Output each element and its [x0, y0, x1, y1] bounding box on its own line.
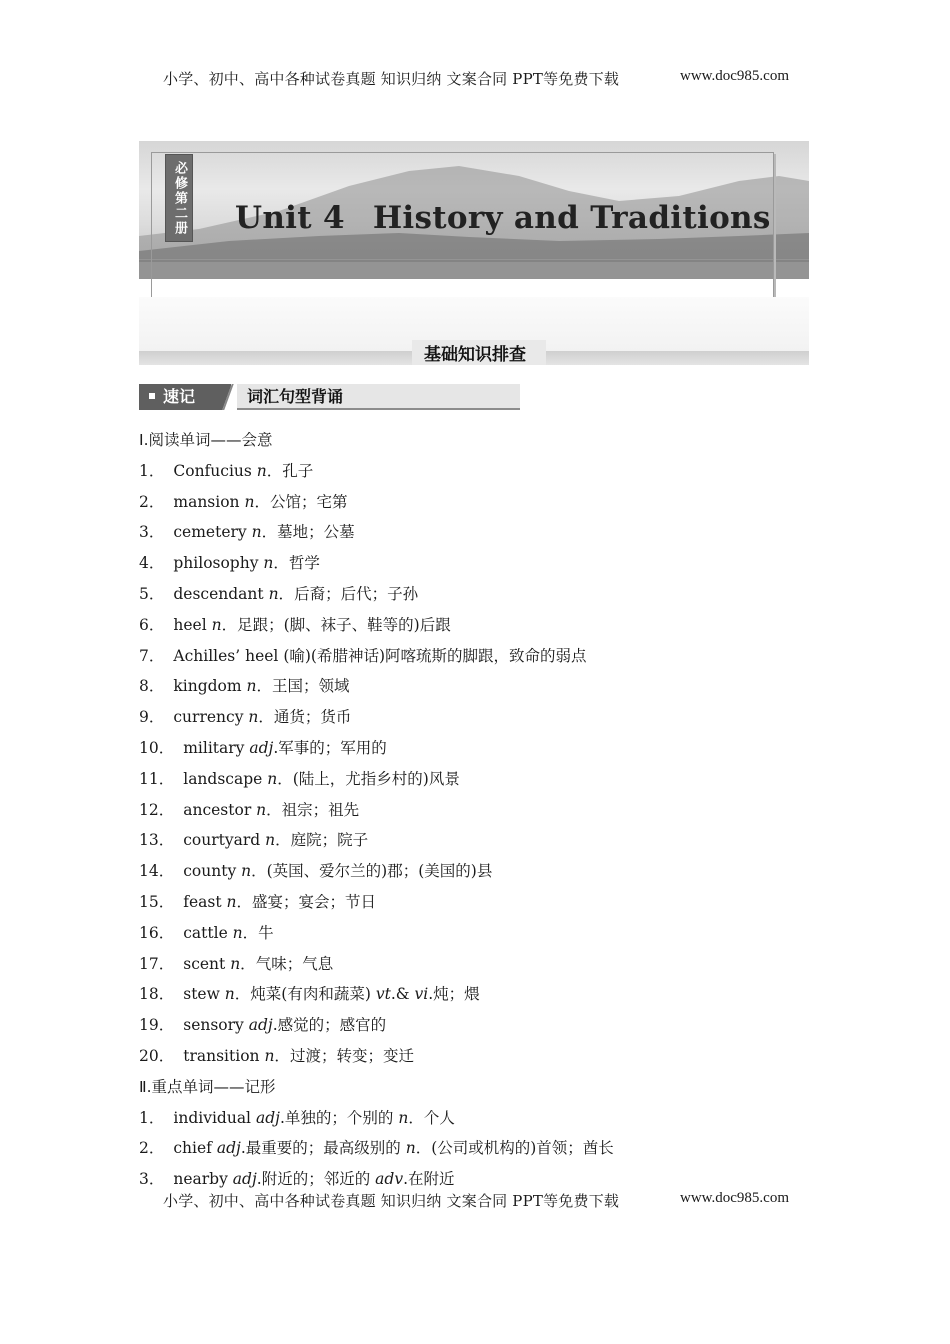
item-number: 18． [139, 985, 175, 1004]
item-number: 2． [139, 492, 165, 511]
item-extra-mid: .& [390, 985, 415, 1004]
item-number: 3． [139, 1170, 165, 1189]
item-meaning: 炖菜(有肉和蔬菜) [250, 985, 371, 1004]
item-pos: adj [216, 1139, 241, 1158]
item-sep: ． [266, 461, 283, 480]
item-word: Confucius [173, 461, 257, 480]
section-2-heading: Ⅱ.重点单词——记形 [139, 1077, 276, 1096]
item-word: scent [183, 954, 231, 973]
vocab-item [139, 579, 819, 610]
vocab-item [139, 979, 819, 1010]
item-word: individual [173, 1108, 256, 1127]
item-word: landscape [183, 769, 268, 788]
page-header [163, 68, 803, 89]
vocab-item [139, 548, 819, 579]
item-pos: adj [232, 1170, 257, 1189]
item-word: philosophy [173, 554, 264, 573]
item-extra-pos2: vi [414, 985, 429, 1004]
item-meaning: 牛 [258, 923, 274, 942]
item-sep: ． [234, 985, 251, 1004]
item-extra-meaning: ．个人 [408, 1108, 455, 1127]
item-extra-meaning: ．(公司或机构的)首领；酋长 [415, 1139, 614, 1158]
item-sep: ． [274, 1046, 290, 1065]
item-word: descendant [173, 584, 269, 603]
item-meaning: 盛宴；宴会；节日 [252, 892, 377, 911]
footer-site-link[interactable]: www.doc985.com [679, 1190, 789, 1206]
item-extra-pos: vt [375, 985, 391, 1004]
header-left-text: 小学、初中、高中各种试卷真题 知识归纳 文案合同 PPT等免费下载 [163, 70, 620, 88]
vocab-item [139, 1010, 819, 1041]
item-word: kingdom [173, 677, 247, 696]
label-title: 词汇句型背诵 [237, 384, 520, 410]
item-meaning: (英国、爱尔兰的)郡；(美国的)县 [266, 862, 493, 881]
item-meaning: 感觉的；感官的 [277, 1016, 387, 1035]
item-sep: ． [261, 523, 278, 542]
item-number: 4． [139, 554, 165, 573]
header-site-link[interactable]: www.doc985.com [679, 68, 789, 84]
item-number: 17． [139, 954, 175, 973]
vocab-item [139, 456, 819, 487]
item-word: courtyard [183, 831, 266, 850]
item-meaning: 气味；气息 [255, 954, 334, 973]
item-pos: adj [249, 738, 274, 757]
vocab-item [139, 764, 819, 795]
item-word: county [183, 862, 242, 881]
item-sep: ． [277, 769, 293, 788]
item-word: Achilles’ heel [173, 646, 284, 665]
item-extra-pos: n [405, 1139, 416, 1158]
item-pos: n [232, 923, 243, 942]
item-word: transition [183, 1046, 265, 1065]
item-pos: n [226, 892, 237, 911]
item-pos: n [267, 769, 278, 788]
item-word: currency [173, 708, 249, 727]
vocab-item [139, 1041, 819, 1072]
item-word: chief [173, 1139, 217, 1158]
item-word: stew [183, 985, 225, 1004]
label-tag [139, 384, 231, 410]
item-sep: ． [240, 954, 256, 973]
item-number: 14． [139, 862, 175, 881]
item-word: ancestor [183, 800, 257, 819]
vocab-item [139, 1133, 819, 1164]
item-number: 15． [139, 892, 175, 911]
section-2-items [139, 1103, 819, 1195]
vocab-item [139, 733, 819, 764]
section-1-items [139, 456, 819, 1072]
item-word: cemetery [173, 523, 252, 542]
item-pos: n [248, 708, 259, 727]
item-number: 11． [139, 769, 175, 788]
item-pos: n [211, 615, 222, 634]
vocab-item [139, 887, 819, 918]
item-meaning: 足跟；(脚、袜子、鞋等的)后跟 [237, 615, 451, 634]
section-heading: 基础知识排查 [424, 345, 526, 365]
item-sep: ． [266, 800, 282, 819]
vocab-item [139, 856, 819, 887]
item-sep: . [273, 738, 279, 757]
item-word: nearby [173, 1170, 233, 1189]
vocab-item [139, 949, 819, 980]
item-number: 10． [139, 738, 175, 757]
vocab-item [139, 702, 819, 733]
item-sep: ． [221, 615, 238, 634]
item-meaning: 军事的；军用的 [278, 738, 387, 757]
item-word: sensory [183, 1016, 249, 1035]
item-sep: . [240, 1139, 246, 1158]
item-number: 8． [139, 677, 165, 696]
item-number: 1． [139, 1108, 165, 1127]
item-sep: ． [254, 492, 270, 511]
bullet-square-icon [149, 393, 155, 399]
item-meaning: 公馆；宅第 [269, 492, 348, 511]
item-sep: ． [251, 862, 267, 881]
page-footer [163, 1190, 803, 1211]
item-meaning: (陆上，尤指乡村的)风景 [292, 769, 460, 788]
item-pos: adj [248, 1016, 273, 1035]
item-sep: . [256, 1170, 262, 1189]
vocab-item [139, 487, 819, 518]
item-meaning: 孔子 [282, 461, 314, 480]
item-pos: n [246, 677, 257, 696]
unit-label: Unit 4 [235, 200, 345, 236]
vocab-item [139, 610, 819, 641]
item-sep: . [279, 1108, 285, 1127]
item-meaning: 通货；货币 [273, 708, 352, 727]
item-meaning: 后裔；后代；子孙 [294, 584, 419, 603]
item-meaning: 最重要的；最高级别的 [245, 1139, 401, 1158]
item-number: 13． [139, 831, 175, 850]
vocab-item [139, 671, 819, 702]
item-word: heel [173, 615, 212, 634]
item-number: 20． [139, 1046, 175, 1065]
item-sep: ． [273, 554, 289, 573]
unit-title [235, 200, 771, 236]
item-extra-pos: n [398, 1108, 409, 1127]
vocab-list [139, 425, 819, 1195]
item-sep: ． [236, 892, 252, 911]
item-extra-pos: adv [375, 1170, 404, 1189]
item-number: 2． [139, 1139, 165, 1158]
item-number: 3． [139, 523, 165, 542]
item-pos: n [256, 461, 267, 480]
vocab-item [139, 825, 819, 856]
item-number: 6． [139, 615, 165, 634]
vocab-item [139, 918, 819, 949]
item-pos: n [251, 523, 262, 542]
item-sep: . [272, 1016, 278, 1035]
item-extra-meaning: .在附近 [403, 1170, 455, 1189]
item-sep: ． [278, 584, 295, 603]
item-word: cattle [183, 923, 233, 942]
item-pos: n [241, 862, 252, 881]
item-number: 19． [139, 1016, 175, 1035]
item-pos: n [230, 954, 241, 973]
item-number: 7． [139, 646, 165, 665]
item-pos: n [263, 554, 274, 573]
item-word: military [183, 738, 250, 757]
item-word: feast [183, 892, 227, 911]
item-meaning: 附近的；邻近的 [261, 1170, 371, 1189]
vocab-item [139, 517, 819, 548]
item-pos: n [264, 1046, 275, 1065]
item-meaning: 庭院；院子 [290, 831, 369, 850]
item-pos: adj [255, 1108, 280, 1127]
item-sep: ． [242, 923, 259, 942]
label-tag-text: 速记 [163, 387, 196, 406]
item-number: 9． [139, 708, 165, 727]
item-meaning: 墓地；公墓 [277, 523, 355, 542]
textbook-volume-tag: 必修第二册 [165, 154, 193, 242]
item-number: 1． [139, 461, 165, 480]
item-number: 5． [139, 584, 165, 603]
item-pos: n [256, 800, 267, 819]
item-pos: n [265, 831, 276, 850]
vocab-label-bar [139, 384, 520, 410]
item-sep: ． [256, 677, 273, 696]
vocab-item [139, 795, 819, 826]
item-pos: n [268, 584, 279, 603]
footer-left-text: 小学、初中、高中各种试卷真题 知识归纳 文案合同 PPT等免费下载 [163, 1192, 620, 1210]
vocab-item [139, 641, 819, 672]
item-sep: ． [258, 708, 274, 727]
item-meaning: (喻)(希腊神话)阿喀琉斯的脚跟，致命的弱点 [283, 646, 587, 665]
item-word: mansion [173, 492, 245, 511]
unit-name: History and Traditions [372, 200, 771, 236]
item-number: 16． [139, 923, 175, 942]
item-meaning: 王国；领域 [272, 677, 350, 696]
item-number: 12． [139, 800, 175, 819]
item-pos: n [244, 492, 255, 511]
item-extra-meaning: .炖；煨 [428, 985, 480, 1004]
vocab-item [139, 1103, 819, 1134]
item-meaning: 过渡；转变；变迁 [289, 1046, 414, 1065]
item-sep: ． [275, 831, 291, 850]
item-meaning: 单独的；个别的 [284, 1108, 394, 1127]
item-meaning: 哲学 [288, 554, 320, 573]
item-pos: n [224, 985, 235, 1004]
item-meaning: 祖宗；祖先 [281, 800, 360, 819]
section-1-heading: Ⅰ.阅读单词——会意 [139, 431, 273, 449]
